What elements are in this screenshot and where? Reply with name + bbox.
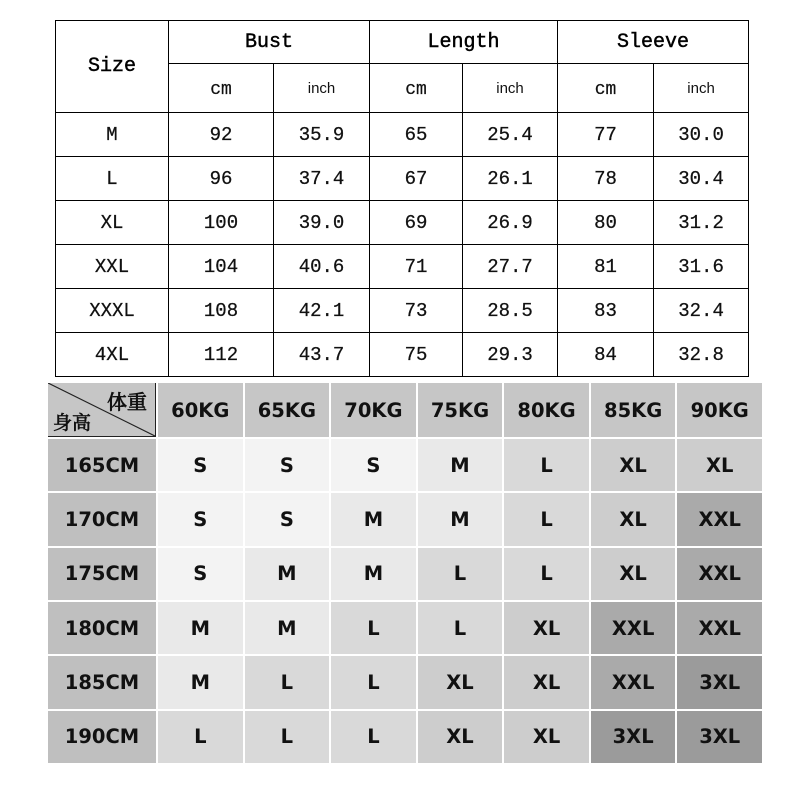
recommended-size-cell: L (331, 602, 416, 654)
table-row (56, 245, 749, 289)
bust-inch-value: 43.7 (274, 333, 370, 377)
height-label: 190CM (48, 711, 156, 763)
recommended-size-cell: 3XL (677, 656, 762, 708)
size-label: 4XL (56, 333, 169, 377)
table-row (56, 201, 749, 245)
length-inch-value: 29.3 (463, 333, 558, 377)
sleeve-cm-value: 81 (558, 245, 654, 289)
recommended-size-cell: M (418, 439, 503, 491)
recommended-size-cell: 3XL (591, 711, 676, 763)
recommended-size-cell: XL (677, 439, 762, 491)
height-label: 180CM (48, 602, 156, 654)
bust-header: Bust (169, 21, 370, 64)
weight-axis-label: 体重 (107, 390, 147, 414)
bust-cm-value: 92 (169, 113, 274, 157)
bust-cm-value: 100 (169, 201, 274, 245)
sleeve-cm-value: 77 (558, 113, 654, 157)
sleeve-inch-value: 32.4 (654, 289, 749, 333)
recommended-size-cell: M (331, 493, 416, 545)
sleeve-cm-value: 80 (558, 201, 654, 245)
recommended-size-cell: XXL (677, 493, 762, 545)
recommended-size-cell: S (331, 439, 416, 491)
size-label: XXL (56, 245, 169, 289)
recommended-size-cell: L (504, 439, 589, 491)
recommended-size-cell: L (331, 711, 416, 763)
recommended-size-cell: XL (504, 711, 589, 763)
size-label: XL (56, 201, 169, 245)
table-row (56, 113, 749, 157)
recommended-size-cell: XL (418, 656, 503, 708)
weight-header: 70KG (331, 383, 416, 437)
length-inch-unit: inch (463, 64, 558, 113)
length-cm-value: 73 (370, 289, 463, 333)
recommended-size-cell: L (158, 711, 243, 763)
bust-inch-value: 42.1 (274, 289, 370, 333)
sleeve-inch-value: 30.4 (654, 157, 749, 201)
recommended-size-cell: S (245, 493, 330, 545)
recommended-size-cell: M (418, 493, 503, 545)
sleeve-cm-value: 78 (558, 157, 654, 201)
length-cm-value: 75 (370, 333, 463, 377)
sleeve-inch-unit: inch (654, 64, 749, 113)
recommended-size-cell: L (245, 656, 330, 708)
height-label: 175CM (48, 548, 156, 600)
bust-cm-value: 112 (169, 333, 274, 377)
sleeve-cm-value: 84 (558, 333, 654, 377)
length-cm-value: 67 (370, 157, 463, 201)
sleeve-header: Sleeve (558, 21, 749, 64)
sleeve-cm-unit: cm (558, 64, 654, 113)
sleeve-cm-value: 83 (558, 289, 654, 333)
recommended-size-cell: S (158, 548, 243, 600)
recommended-size-cell: L (418, 548, 503, 600)
recommended-size-cell: S (245, 439, 330, 491)
recommended-size-cell: M (245, 548, 330, 600)
length-inch-value: 25.4 (463, 113, 558, 157)
size-column-header: Size (56, 21, 169, 113)
recommended-size-cell: M (331, 548, 416, 600)
recommended-size-cell: XL (504, 656, 589, 708)
recommended-size-cell: L (418, 602, 503, 654)
bust-inch-unit: inch (274, 64, 370, 113)
size-label: M (56, 113, 169, 157)
height-axis-label: 身高 (53, 412, 92, 434)
sleeve-inch-value: 30.0 (654, 113, 749, 157)
measurement-table (55, 20, 749, 377)
size-label: L (56, 157, 169, 201)
length-inch-value: 26.9 (463, 201, 558, 245)
recommended-size-cell: M (245, 602, 330, 654)
corner-cell (48, 383, 156, 437)
recommended-size-cell: L (245, 711, 330, 763)
recommended-size-cell: M (158, 656, 243, 708)
recommended-size-cell: L (504, 548, 589, 600)
weight-header: 90KG (677, 383, 762, 437)
length-cm-unit: cm (370, 64, 463, 113)
table-row (56, 289, 749, 333)
size-label: XXXL (56, 289, 169, 333)
recommended-size-cell: XL (591, 493, 676, 545)
bust-cm-unit: cm (169, 64, 274, 113)
table-row (56, 157, 749, 201)
recommended-size-cell: XXL (591, 656, 676, 708)
recommended-size-cell: S (158, 439, 243, 491)
weight-header: 75KG (418, 383, 503, 437)
table-row (56, 333, 749, 377)
bust-inch-value: 35.9 (274, 113, 370, 157)
recommended-size-cell: L (504, 493, 589, 545)
recommended-size-cell: XL (418, 711, 503, 763)
recommended-size-cell: L (331, 656, 416, 708)
length-inch-value: 28.5 (463, 289, 558, 333)
recommended-size-cell: XXL (677, 602, 762, 654)
bust-cm-value: 96 (169, 157, 274, 201)
height-label: 185CM (48, 656, 156, 708)
recommended-size-cell: S (158, 493, 243, 545)
recommended-size-cell: 3XL (677, 711, 762, 763)
bust-cm-value: 104 (169, 245, 274, 289)
table-header-row (56, 21, 749, 64)
height-label: 165CM (48, 439, 156, 491)
height-label: 170CM (48, 493, 156, 545)
length-inch-value: 26.1 (463, 157, 558, 201)
sleeve-inch-value: 31.6 (654, 245, 749, 289)
recommended-size-cell: XXL (591, 602, 676, 654)
length-header: Length (370, 21, 558, 64)
recommended-size-cell: XL (504, 602, 589, 654)
length-cm-value: 69 (370, 201, 463, 245)
sleeve-inch-value: 32.8 (654, 333, 749, 377)
weight-header: 60KG (158, 383, 243, 437)
weight-header: 85KG (591, 383, 676, 437)
recommended-size-cell: XXL (677, 548, 762, 600)
recommended-size-cell: XL (591, 439, 676, 491)
recommended-size-cell: XL (591, 548, 676, 600)
bust-cm-value: 108 (169, 289, 274, 333)
bust-inch-value: 40.6 (274, 245, 370, 289)
bust-inch-value: 39.0 (274, 201, 370, 245)
weight-header: 65KG (245, 383, 330, 437)
bust-inch-value: 37.4 (274, 157, 370, 201)
length-inch-value: 27.7 (463, 245, 558, 289)
weight-header: 80KG (504, 383, 589, 437)
height-weight-fit-table (48, 383, 762, 763)
length-cm-value: 65 (370, 113, 463, 157)
sleeve-inch-value: 31.2 (654, 201, 749, 245)
recommended-size-cell: M (158, 602, 243, 654)
length-cm-value: 71 (370, 245, 463, 289)
